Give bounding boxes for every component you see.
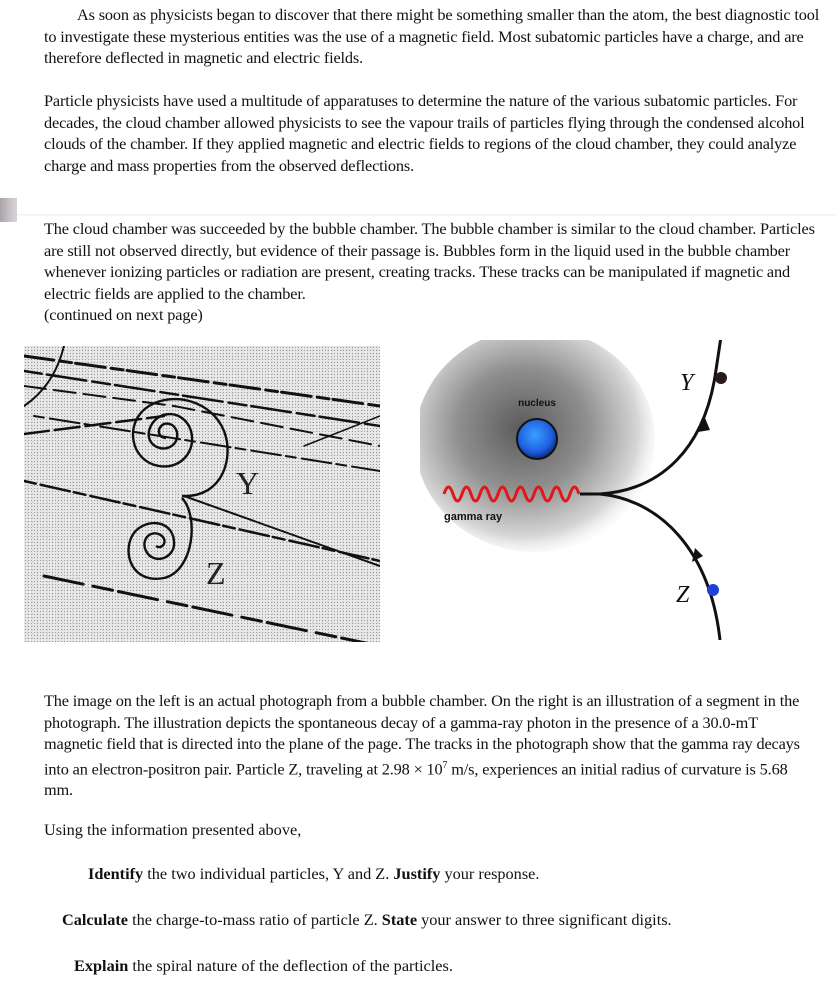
label-y: Y xyxy=(680,370,694,396)
particle-y-dot xyxy=(715,372,727,384)
problem-text: The image on the left is an actual photograph from a bubble chamber. On the right is an illustration of a segment in the photograph. The illustration depicts the spontaneous decay of a gamma-ray photon in the presence of a 30.0-mT magnetic field that is directed into the plane of the page. The tracks in the photograph show that the gamma ray decays into an electron-positron pair. Particle Z, traveling at 2.98 × 10 xyxy=(44,691,800,778)
questions-intro: Using the information presented above, xyxy=(44,820,302,839)
bubble-chamber-paragraph xyxy=(44,218,824,326)
q2-text: the charge-to-mass ratio of particle Z. xyxy=(128,910,382,929)
photo-tracks xyxy=(24,346,380,642)
photo-label-y: Y xyxy=(236,465,260,501)
cloud-chamber-paragraph: Particle physicists have used a multitude of apparatuses to determine the nature of the various subatomic particles. For decades, the cloud chamber allowed physicists to see the vapour trails of particles flying through the condensed alcohol clouds of the chamber. If they applied magnetic and electric fields to regions of the cloud chamber, they could analyze charge and mass properties from the observed deflections. xyxy=(44,91,805,175)
q1-text-end: your response. xyxy=(440,864,540,883)
problem-text-end: m/s, experiences an initial radius of curvature is 5.68 mm. xyxy=(44,758,788,800)
page-break-marker xyxy=(0,198,17,222)
q1-keyword-identify: Identify xyxy=(88,864,144,883)
bubble-chamber-photograph xyxy=(24,346,380,642)
continued-note: (continued on next page) xyxy=(44,305,203,324)
page-break-line xyxy=(17,214,836,216)
pair-production-illustration xyxy=(420,340,750,650)
q3-text: the spiral nature of the deflection of the particles. xyxy=(128,956,453,975)
bubble-chamber-text: The cloud chamber was succeeded by the bubble chamber. The bubble chamber is similar to the cloud chamber. Particles are still not observed directly, but evidence of their passage is. Bubbles form in the liquid used in the bubble chamber whenever ionizing particles or radiation are present, creating tracks. These tracks can be manipulated if magnetic and electric fields are applied to the chamber. xyxy=(44,219,815,303)
question-identify xyxy=(88,864,539,884)
q2-text-end: your answer to three significant digits. xyxy=(417,910,672,929)
photo-label-z: Z xyxy=(206,555,226,591)
spiral-y-track xyxy=(133,399,228,496)
label-z: Z xyxy=(676,582,690,608)
nucleus-icon xyxy=(517,419,557,459)
gamma-ray-label: gamma ray xyxy=(444,511,503,523)
spiral-z-track xyxy=(129,498,192,579)
nucleus-label: nucleus xyxy=(518,398,556,409)
particle-z-dot xyxy=(707,584,719,596)
intro-paragraph: As soon as physicists began to discover that there might be something smaller than the atom, the best diagnostic tool to investigate these mysterious entities was the use of a magnetic field. Most subatomic particles have a charge, and are therefore deflected in magnetic and electric fields. xyxy=(44,5,820,67)
q1-text: the two individual particles, Y and Z. xyxy=(143,864,394,883)
q1-keyword-justify: Justify xyxy=(393,864,441,883)
exponent: 7 xyxy=(442,759,448,771)
q3-keyword-explain: Explain xyxy=(74,956,129,975)
problem-paragraph xyxy=(44,690,814,801)
q2-keyword-state: State xyxy=(381,910,418,929)
question-calculate xyxy=(62,910,672,930)
question-explain xyxy=(74,956,453,976)
q2-keyword-calculate: Calculate xyxy=(62,910,129,929)
